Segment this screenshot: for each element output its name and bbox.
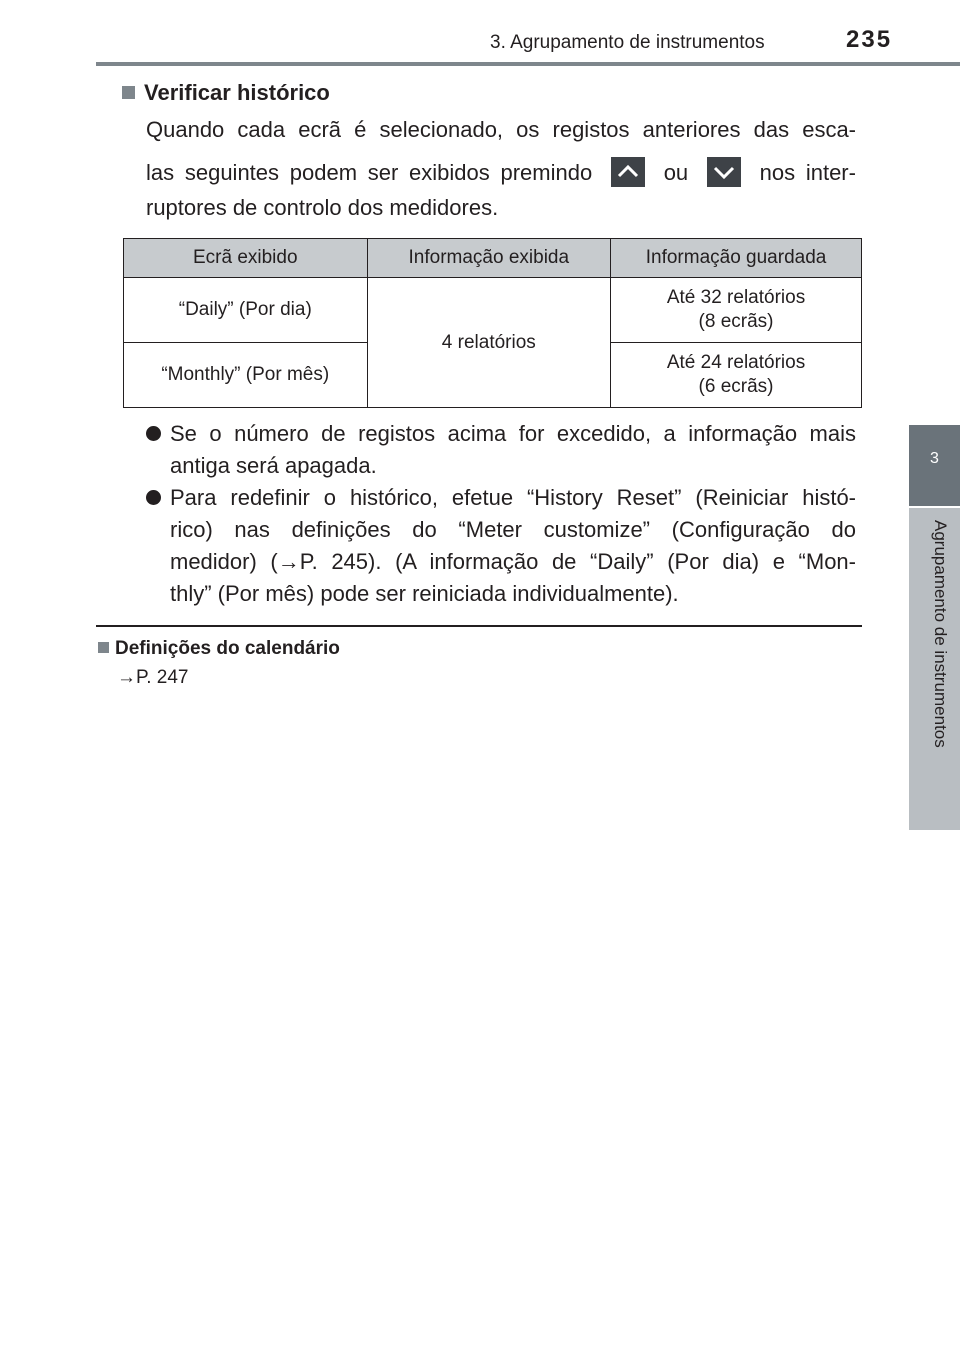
bullet-item	[146, 482, 856, 610]
section-heading-calendar	[98, 638, 340, 660]
running-header-title: 3. Agrupamento de instrumentos	[490, 32, 765, 53]
table-header-cell: Ecrã exibido	[124, 239, 368, 278]
chapter-number: 3	[930, 450, 939, 467]
section-heading-text: Definições do calendário	[115, 638, 340, 659]
paragraph-line	[146, 156, 856, 190]
bullet-text	[170, 482, 856, 610]
section-heading-history	[122, 80, 330, 106]
bullet-text	[170, 418, 856, 482]
table-row	[124, 278, 862, 343]
bullet-line: Se o número de registos acima for excedido, a informação mais	[170, 421, 856, 446]
table-cell-screen: “Daily” (Por dia)	[124, 278, 368, 343]
stored-line: (8 ecrãs)	[698, 311, 774, 332]
bullet-line: antiga será apagada.	[170, 453, 377, 478]
square-bullet-icon	[122, 86, 135, 99]
chevron-down-icon	[707, 157, 741, 187]
bullet-item	[146, 418, 856, 482]
paragraph-text: nos inter-	[759, 160, 856, 185]
page-reference-link[interactable]: →P. 247	[117, 667, 189, 688]
table-cell-shown-info: 4 relatórios	[367, 278, 611, 408]
page-number: 235	[846, 26, 893, 53]
table-cell-screen: “Monthly” (Por mês)	[124, 343, 368, 408]
chevron-up-icon	[611, 157, 645, 187]
table-header-cell: Informação guardada	[611, 239, 862, 278]
bullet-line: Para redefinir o histórico, efetue “History Reset” (Reiniciar histó-	[170, 485, 856, 510]
bullet-line: rico) nas definições do “Meter customize” (Configuração do	[170, 517, 856, 542]
table-header-cell: Informação exibida	[367, 239, 611, 278]
paragraph-line: Quando cada ecrã é selecionado, os registos anteriores das esca-	[146, 117, 856, 142]
stored-line: (6 ecrãs)	[698, 376, 774, 397]
header-rule	[96, 62, 960, 66]
chapter-title: Agrupamento de instrumentos	[931, 520, 950, 748]
bullet-dot-icon	[146, 426, 161, 441]
table-cell-stored	[611, 343, 862, 408]
paragraph-line: ruptores de controlo dos medidores.	[146, 195, 499, 220]
paragraph-text: las seguintes podem ser exibidos premindo	[146, 160, 593, 185]
bullet-dot-icon	[146, 490, 161, 505]
history-table	[123, 238, 862, 408]
bullet-line: medidor) (→P. 245). (A informação de “Daily” (Por dia) e “Mon-	[170, 549, 856, 574]
bullet-line: thly” (Por mês) pode ser reiniciada individualmente).	[170, 581, 679, 606]
table-cell-stored	[611, 278, 862, 343]
section-divider	[96, 625, 862, 627]
square-bullet-icon	[98, 642, 109, 653]
paragraph-text: ou	[663, 160, 689, 185]
stored-line: Até 24 relatórios	[666, 352, 806, 374]
table-header-row	[124, 239, 862, 278]
stored-line: Até 32 relatórios	[666, 287, 806, 309]
section-heading-text: Verificar histórico	[144, 80, 330, 105]
